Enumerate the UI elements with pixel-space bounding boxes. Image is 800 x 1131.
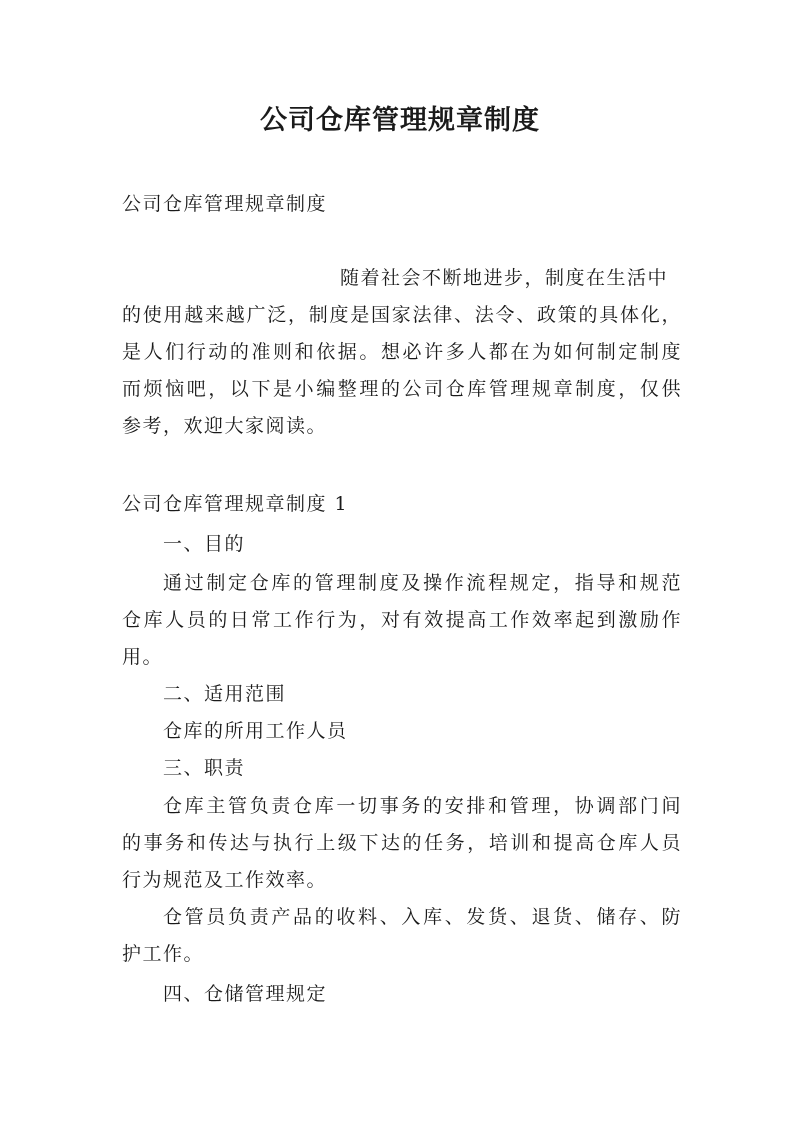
body-line: 仓库的所用工作人员 [163, 720, 348, 742]
body-line: 仓管员负责产品的收料、入库、发货、退货、储存、防 [163, 906, 682, 928]
body-line: 用。 [122, 646, 164, 668]
intro-line: 而烦恼吧，以下是小编整理的公司仓库管理规章制度，仅供 [122, 378, 682, 400]
body-line: 仓库人员的日常工作行为，对有效提高工作效率起到激励作 [122, 609, 682, 631]
clause-heading: 二、适用范围 [163, 683, 287, 705]
body-line: 护工作。 [122, 943, 205, 965]
intro-line: 的使用越来越广泛，制度是国家法律、法令、政策的具体化， [122, 304, 682, 326]
body-line: 的事务和传达与执行上级下达的任务，培训和提高仓库人员 [122, 832, 682, 854]
section-heading: 公司仓库管理规章制度 1 [122, 493, 349, 515]
clause-heading: 一、目的 [163, 533, 246, 555]
body-line: 仓库主管负责仓库一切事务的安排和管理，协调部门间 [163, 795, 682, 817]
intro-line: 随着社会不断地进步，制度在生活中 [340, 267, 669, 289]
document-title: 公司仓库管理规章制度 [260, 105, 540, 136]
body-line: 通过制定仓库的管理制度及操作流程规定，指导和规范 [163, 572, 682, 594]
clause-heading: 三、职责 [163, 757, 246, 779]
document-subtitle: 公司仓库管理规章制度 [122, 193, 328, 215]
clause-heading: 四、仓储管理规定 [163, 983, 328, 1005]
body-line: 行为规范及工作效率。 [122, 869, 328, 891]
intro-line: 参考，欢迎大家阅读。 [122, 415, 328, 437]
intro-line: 是人们行动的准则和依据。想必许多人都在为如何制定制度 [122, 341, 682, 363]
